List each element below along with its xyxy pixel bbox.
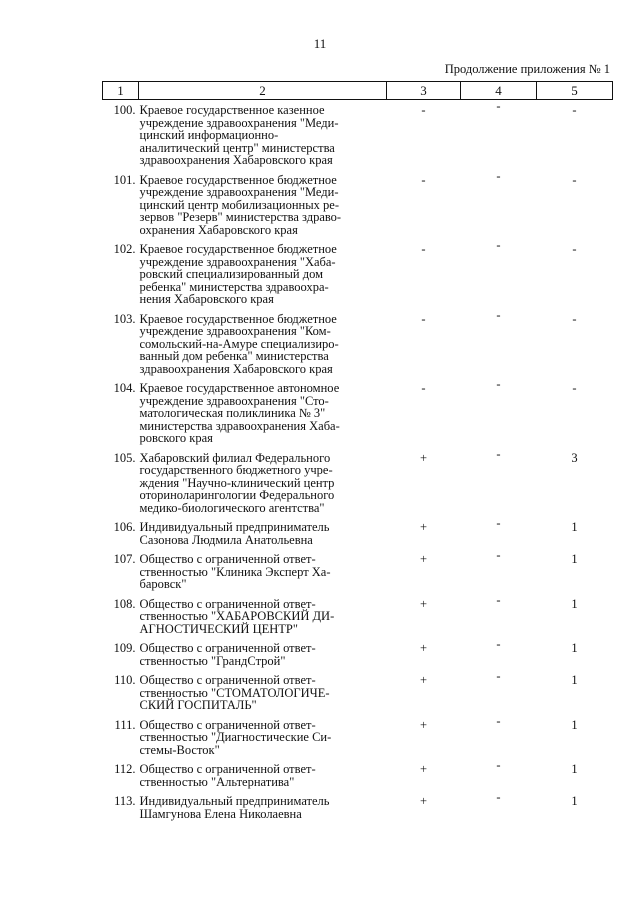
column-3-value bbox=[387, 674, 461, 719]
organization-name-line: Индивидуальный предприниматель bbox=[139, 520, 330, 534]
organization-name-line: учреждение здравоохранения "Ком- bbox=[139, 324, 331, 338]
cell-mark: 1 bbox=[571, 673, 578, 687]
organization-name bbox=[139, 382, 387, 452]
column-4-value bbox=[461, 168, 537, 244]
organization-name-line: ребенка" министерства здравоохра- bbox=[139, 279, 329, 294]
cell-mark: 1 bbox=[571, 641, 578, 655]
table-row bbox=[103, 763, 613, 795]
row-number: 110. bbox=[114, 673, 136, 687]
column-4-value bbox=[461, 238, 537, 313]
table-row bbox=[103, 382, 613, 452]
organization-name bbox=[139, 452, 387, 522]
column-3-value bbox=[387, 598, 461, 643]
organization-name-line: матологическая поликлиника № 3" bbox=[139, 406, 326, 420]
cell-mark: + bbox=[419, 520, 428, 534]
column-header-4: 4 bbox=[461, 82, 537, 100]
organization-name bbox=[139, 719, 387, 764]
column-3-value bbox=[387, 719, 461, 764]
column-3-value bbox=[387, 382, 461, 452]
table-row bbox=[103, 674, 613, 719]
cell-mark: - bbox=[496, 307, 501, 322]
organization-name-line: ственностью "Клиника Эксперт Ха- bbox=[139, 564, 331, 579]
cell-mark: - bbox=[421, 172, 426, 187]
cell-mark: - bbox=[496, 713, 501, 728]
cell-mark: 1 bbox=[571, 520, 578, 534]
column-5-value bbox=[537, 763, 613, 795]
organization-name-line: Шамгунова Елена Николаевна bbox=[139, 806, 302, 821]
row-number: 109. bbox=[113, 641, 136, 655]
row-number: 108. bbox=[113, 596, 136, 611]
appendix-continuation-note: Продолжение приложения № 1 bbox=[444, 62, 610, 76]
table-row bbox=[103, 719, 613, 764]
table-row bbox=[103, 642, 613, 674]
cell-mark: - bbox=[572, 242, 577, 256]
organization-name-line: учреждение здравоохранения "Меди- bbox=[139, 185, 339, 199]
cell-mark: + bbox=[419, 762, 428, 776]
cell-mark: - bbox=[572, 311, 577, 326]
organization-name-line: аналитический центр" министерства bbox=[139, 140, 335, 155]
organization-name-line: цинский информационно- bbox=[139, 128, 279, 142]
cell-mark: + bbox=[419, 794, 428, 808]
cell-mark: 3 bbox=[571, 450, 578, 465]
cell-mark: + bbox=[419, 450, 428, 465]
organization-name bbox=[139, 674, 387, 719]
organization-name-line: министерства здравоохранения Хаба- bbox=[139, 418, 340, 433]
organization-name-line: Краевое государственное бюджетное bbox=[139, 311, 337, 326]
organization-name-line: медико-биологического агентства" bbox=[139, 500, 325, 515]
organization-name-line: здравоохранения Хабаровского края bbox=[139, 153, 333, 167]
table-row bbox=[103, 313, 613, 383]
column-5-value bbox=[537, 382, 613, 452]
cell-mark: - bbox=[496, 592, 501, 607]
table-row bbox=[103, 243, 613, 313]
column-5-value bbox=[537, 100, 613, 174]
organization-name-line: сомольский-на-Амуре специализиро- bbox=[139, 336, 339, 351]
table-header bbox=[103, 82, 613, 100]
cell-mark: - bbox=[421, 381, 426, 395]
organization-name-line: ственностью "ХАБАРОВСКИЙ ДИ- bbox=[139, 609, 335, 623]
column-header-5: 5 bbox=[537, 82, 613, 100]
organization-name-line: нения Хабаровского края bbox=[139, 292, 274, 306]
column-5-value bbox=[537, 719, 613, 764]
column-3-value bbox=[387, 521, 461, 553]
column-5-value bbox=[537, 553, 613, 598]
organization-name-line: Краевое государственное автономное bbox=[139, 381, 340, 395]
table-row bbox=[103, 174, 613, 244]
column-4-value bbox=[461, 592, 537, 643]
cell-mark: - bbox=[421, 311, 426, 326]
organization-name-line: ственностью "СТОМАТОЛОГИЧЕ- bbox=[139, 685, 330, 700]
organization-name-line: Общество с ограниченной ответ- bbox=[139, 641, 316, 655]
table-body bbox=[103, 100, 613, 828]
row-number: 107. bbox=[113, 552, 136, 566]
row-number: 103. bbox=[113, 311, 136, 326]
cell-mark: - bbox=[496, 168, 501, 183]
organization-name-line: ждения "Научно-клинический центр bbox=[139, 475, 335, 490]
organization-name-line: Общество с ограниченной ответ- bbox=[139, 762, 316, 776]
column-5-value bbox=[537, 243, 613, 313]
cell-mark: + bbox=[419, 717, 428, 732]
table-row bbox=[103, 553, 613, 598]
organization-name-line: Краевое государственное бюджетное bbox=[139, 172, 337, 187]
organization-name-line: Общество с ограниченной ответ- bbox=[139, 596, 316, 611]
cell-mark: - bbox=[496, 446, 501, 461]
cell-mark: - bbox=[421, 242, 426, 256]
column-4-value bbox=[461, 377, 537, 452]
organization-name bbox=[139, 100, 387, 174]
organization-name bbox=[139, 553, 387, 598]
organizations-table bbox=[102, 81, 613, 827]
organization-name bbox=[139, 243, 387, 313]
column-5-value bbox=[537, 174, 613, 244]
cell-mark: + bbox=[419, 673, 428, 687]
cell-mark: + bbox=[419, 552, 428, 566]
cell-mark: 1 bbox=[571, 552, 578, 566]
page-number: 11 bbox=[313, 36, 327, 51]
row-number: 105. bbox=[113, 450, 136, 465]
organization-name-line: ственностью "Альтернатива" bbox=[139, 774, 295, 789]
cell-mark: + bbox=[419, 641, 428, 655]
organization-name bbox=[139, 521, 387, 553]
organization-name bbox=[139, 795, 387, 827]
row-number: 104. bbox=[113, 381, 136, 395]
table-row bbox=[103, 521, 613, 553]
cell-mark: + bbox=[419, 596, 428, 611]
organization-name-line: учреждение здравоохранения "Сто- bbox=[139, 393, 329, 408]
organization-name-line: здравоохранения Хабаровского края bbox=[139, 361, 333, 376]
cell-mark: 1 bbox=[571, 717, 578, 732]
organization-name bbox=[139, 174, 387, 244]
cell-mark: 1 bbox=[571, 762, 578, 776]
table-row bbox=[103, 795, 613, 827]
column-4-value bbox=[461, 669, 537, 719]
column-5-value bbox=[537, 795, 613, 827]
cell-mark: - bbox=[496, 377, 501, 391]
organization-name-line: Краевое государственное бюджетное bbox=[139, 242, 337, 256]
column-3-value bbox=[387, 763, 461, 795]
cell-mark: - bbox=[496, 669, 501, 683]
organization-name-line: ственностью "Диагностические Си- bbox=[139, 730, 332, 744]
column-3-value bbox=[387, 553, 461, 598]
organization-name-line: ровский специализированный дом bbox=[139, 267, 323, 281]
column-header-1: 1 bbox=[103, 82, 139, 100]
cell-mark: - bbox=[496, 637, 501, 651]
table-row bbox=[103, 100, 613, 174]
organization-name bbox=[139, 313, 387, 383]
column-3-value bbox=[387, 452, 461, 522]
column-4-value bbox=[461, 307, 537, 383]
cell-mark: - bbox=[496, 790, 501, 804]
organization-name-line: Хабаровский филиал Федерального bbox=[139, 450, 331, 465]
organization-name-line: учреждение здравоохранения "Хаба- bbox=[139, 254, 336, 269]
column-4-value bbox=[461, 790, 537, 827]
column-5-value bbox=[537, 521, 613, 553]
row-number: 112. bbox=[114, 762, 136, 776]
organization-name-line: ванный дом ребенка" министерства bbox=[139, 349, 329, 363]
cell-mark: - bbox=[572, 381, 577, 395]
column-3-value bbox=[387, 100, 461, 174]
column-4-value bbox=[461, 548, 537, 598]
organization-name-line: Краевое государственное казенное bbox=[139, 103, 325, 117]
organization-name-line: Общество с ограниченной ответ- bbox=[139, 717, 316, 732]
column-3-value bbox=[387, 642, 461, 674]
cell-mark: - bbox=[572, 172, 577, 187]
organization-name-line: учреждение здравоохранения "Меди- bbox=[139, 115, 339, 130]
column-3-value bbox=[387, 313, 461, 383]
organization-name-line: цинский центр мобилизационных ре- bbox=[139, 197, 339, 212]
organization-name-line: Общество с ограниченной ответ- bbox=[139, 673, 316, 687]
column-5-value bbox=[537, 452, 613, 522]
organization-name-line: СКИЙ ГОСПИТАЛЬ" bbox=[139, 698, 257, 712]
organization-name-line: государственного бюджетного учре- bbox=[139, 463, 333, 477]
column-3-value bbox=[387, 174, 461, 244]
organization-name-line: баровск" bbox=[139, 577, 187, 591]
row-number: 102. bbox=[113, 242, 136, 256]
cell-mark: - bbox=[496, 516, 501, 530]
column-5-value bbox=[537, 313, 613, 383]
row-number: 106. bbox=[113, 520, 136, 534]
organization-name-line: охранения Хабаровского края bbox=[139, 222, 298, 237]
column-3-value bbox=[387, 243, 461, 313]
cell-mark: - bbox=[496, 238, 501, 252]
table-row bbox=[103, 452, 613, 522]
organization-name-line: Сазонова Людмила Анатольевна bbox=[139, 532, 313, 547]
column-header-2: 2 bbox=[139, 82, 387, 100]
column-5-value bbox=[537, 642, 613, 674]
organization-name bbox=[139, 763, 387, 795]
organization-name-line: Индивидуальный предприниматель bbox=[139, 794, 330, 808]
cell-mark: - bbox=[496, 548, 501, 562]
cell-mark: - bbox=[496, 99, 501, 113]
column-4-value bbox=[461, 713, 537, 764]
table-row bbox=[103, 598, 613, 643]
column-5-value bbox=[537, 674, 613, 719]
cell-mark: - bbox=[572, 103, 577, 117]
organization-name-line: АГНОСТИЧЕСКИЙ ЦЕНТР" bbox=[139, 621, 298, 636]
organization-name-line: Общество с ограниченной ответ- bbox=[139, 552, 316, 566]
cell-mark: 1 bbox=[571, 794, 578, 808]
organization-name-line: ровского края bbox=[139, 431, 213, 445]
cell-mark: 1 bbox=[571, 596, 578, 611]
organization-name-line: стемы-Восток" bbox=[139, 742, 220, 757]
organization-name bbox=[139, 598, 387, 643]
organization-name-line: оториноларингологии Федерального bbox=[139, 488, 335, 502]
column-header-3: 3 bbox=[387, 82, 461, 100]
organization-name-line: ственностью "ГрандСтрой" bbox=[139, 653, 286, 668]
organization-name bbox=[139, 642, 387, 674]
column-5-value bbox=[537, 598, 613, 643]
cell-mark: - bbox=[496, 758, 501, 772]
column-3-value bbox=[387, 795, 461, 827]
row-number: 113. bbox=[114, 794, 136, 808]
organization-name-line: зервов "Резерв" министерства здраво- bbox=[139, 210, 342, 224]
row-number: 101. bbox=[113, 172, 136, 187]
row-number: 100. bbox=[113, 103, 136, 117]
row-number: 111. bbox=[114, 717, 136, 732]
column-4-value bbox=[461, 100, 537, 174]
cell-mark: - bbox=[421, 103, 426, 117]
column-4-value bbox=[461, 446, 537, 522]
